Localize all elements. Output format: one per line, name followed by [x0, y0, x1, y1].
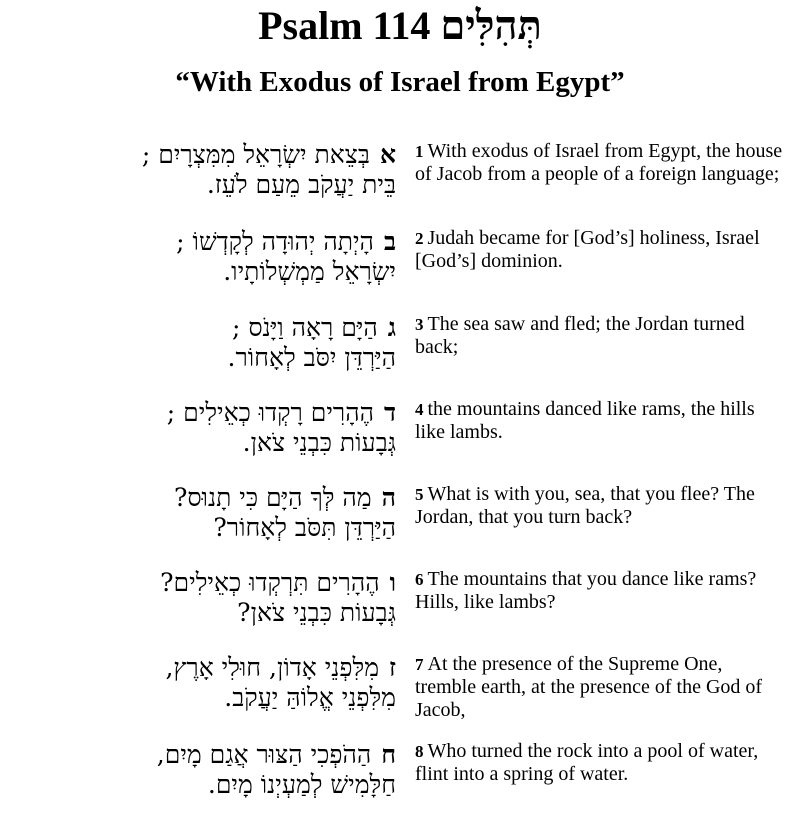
hebrew-line-2: בֵּית יַעֲקֹב מֵעַם לֹעֵז. — [206, 170, 396, 199]
title-hebrew: תְּהִלִּים — [440, 3, 542, 48]
english-verse-text: The sea saw and fled; the Jordan turned back; — [415, 313, 745, 358]
hebrew-line-1 — [60, 653, 396, 683]
hebrew-line-2: יִשְׂרָאֵל מַמְשְׁלוֹתָיו. — [223, 257, 396, 286]
english-verse-text: The mountains that you dance like rams? Hills, like lambs? — [415, 568, 757, 613]
hebrew-verse-number: ח — [381, 740, 396, 769]
page-subtitle: “With Exodus of Israel from Egypt” — [175, 66, 625, 98]
english-verse-text: the mountains danced like rams, the hills like lambs. — [415, 398, 755, 443]
hebrew-line-2: גְּבָעוֹת כִּבְנֵי צֹאן. — [242, 428, 396, 457]
english-verse-text: With exodus of Israel from Egypt, the house of Jacob from a people of a foreign language; — [415, 140, 783, 185]
english-verse — [415, 483, 787, 529]
english-verse-text: What is with you, sea, that you flee? The Jordan, that you turn back? — [415, 483, 755, 528]
hebrew-line-1 — [60, 483, 396, 513]
hebrew-line-1 — [60, 568, 396, 598]
hebrew-verse — [60, 398, 396, 458]
english-verse — [415, 653, 787, 722]
hebrew-line-1 — [60, 740, 396, 770]
english-verse-number: 5 — [415, 485, 424, 504]
hebrew-verse — [60, 227, 396, 287]
hebrew-line-1-text: הַיָּם רָאָה וַיָּנֹס ; — [231, 313, 378, 342]
hebrew-verse — [60, 740, 396, 800]
english-verse-number: 7 — [415, 655, 424, 674]
hebrew-line-1 — [60, 140, 396, 170]
hebrew-verse-number: ב — [383, 227, 396, 256]
hebrew-line-1-text: בְּצֵאת יִשְׂרָאֵל מִמִּצְרָיִם ; — [141, 140, 370, 169]
english-verse — [415, 313, 787, 359]
english-verse-text: At the presence of the Supreme One, tremble earth, at the presence of the God of Jacob, — [415, 653, 763, 721]
hebrew-line-1-text: מִלִּפְנֵי אָדוֹן, חוּלִי אָרֶץ, — [165, 653, 380, 682]
english-verse-number: 8 — [415, 742, 424, 761]
hebrew-line-2: הַיַּרְדֵּן יִסֹּב לְאָחוֹר. — [227, 343, 396, 372]
hebrew-verse — [60, 140, 396, 200]
hebrew-verse — [60, 568, 396, 628]
english-verse — [415, 740, 787, 786]
hebrew-line-1 — [60, 398, 396, 428]
hebrew-verse-number: ה — [381, 483, 396, 512]
english-verse — [415, 227, 787, 273]
english-verse-number: 4 — [415, 400, 424, 419]
english-verse-number: 1 — [415, 142, 424, 161]
hebrew-line-1 — [60, 227, 396, 257]
hebrew-verse — [60, 653, 396, 713]
english-verse-number: 2 — [415, 229, 424, 248]
hebrew-line-1-text: מַה לְּךָ הַיָּם כִּי תָנוּס? — [173, 483, 372, 512]
hebrew-line-1-text: הֶהָרִים תִּרְקְדוּ כְאֵילִים? — [160, 568, 380, 597]
english-verse — [415, 568, 787, 614]
hebrew-line-1-text: הֶהָרִים רָקְדוּ כְאֵילִים ; — [166, 398, 374, 427]
hebrew-line-1-text: הַהֹפְכִי הַצּוּר אֲגַם מָיִם, — [156, 740, 372, 769]
page-title — [0, 2, 800, 50]
hebrew-line-1-text: הָיְתָה יְהוּדָה לְקָדְשׁוֹ ; — [176, 227, 374, 256]
hebrew-verse-number: א — [379, 140, 396, 169]
hebrew-verse-number: ו — [389, 568, 396, 597]
english-verse-text: Judah became for [God’s] holiness, Israel [God’s] dominion. — [415, 227, 760, 272]
hebrew-line-2: חַלָּמִישׁ לְמַעְיְנוֹ מָיִם. — [207, 770, 396, 799]
hebrew-line-1 — [60, 313, 396, 343]
english-verse — [415, 140, 787, 186]
hebrew-verse-number: ד — [383, 398, 396, 427]
english-verse-number: 6 — [415, 570, 424, 589]
hebrew-line-2: מִלִּפְנֵי אֱלוֹהַּ יַעֲקֹב. — [224, 683, 396, 712]
english-verse-text: Who turned the rock into a pool of water, flint into a spring of water. — [415, 740, 759, 785]
hebrew-verse-number: ג — [387, 313, 396, 342]
english-verse-number: 3 — [415, 315, 424, 334]
hebrew-line-2: הַיַּרְדֵּן תִּסֹּב לְאָחוֹר? — [213, 513, 396, 542]
english-verse — [415, 398, 787, 444]
hebrew-verse — [60, 313, 396, 373]
title-english: Psalm 114 — [258, 3, 431, 48]
hebrew-verse — [60, 483, 396, 543]
hebrew-line-2: גְּבָעוֹת כִּבְנֵי צֹאן? — [237, 598, 396, 627]
hebrew-verse-number: ז — [389, 653, 396, 682]
